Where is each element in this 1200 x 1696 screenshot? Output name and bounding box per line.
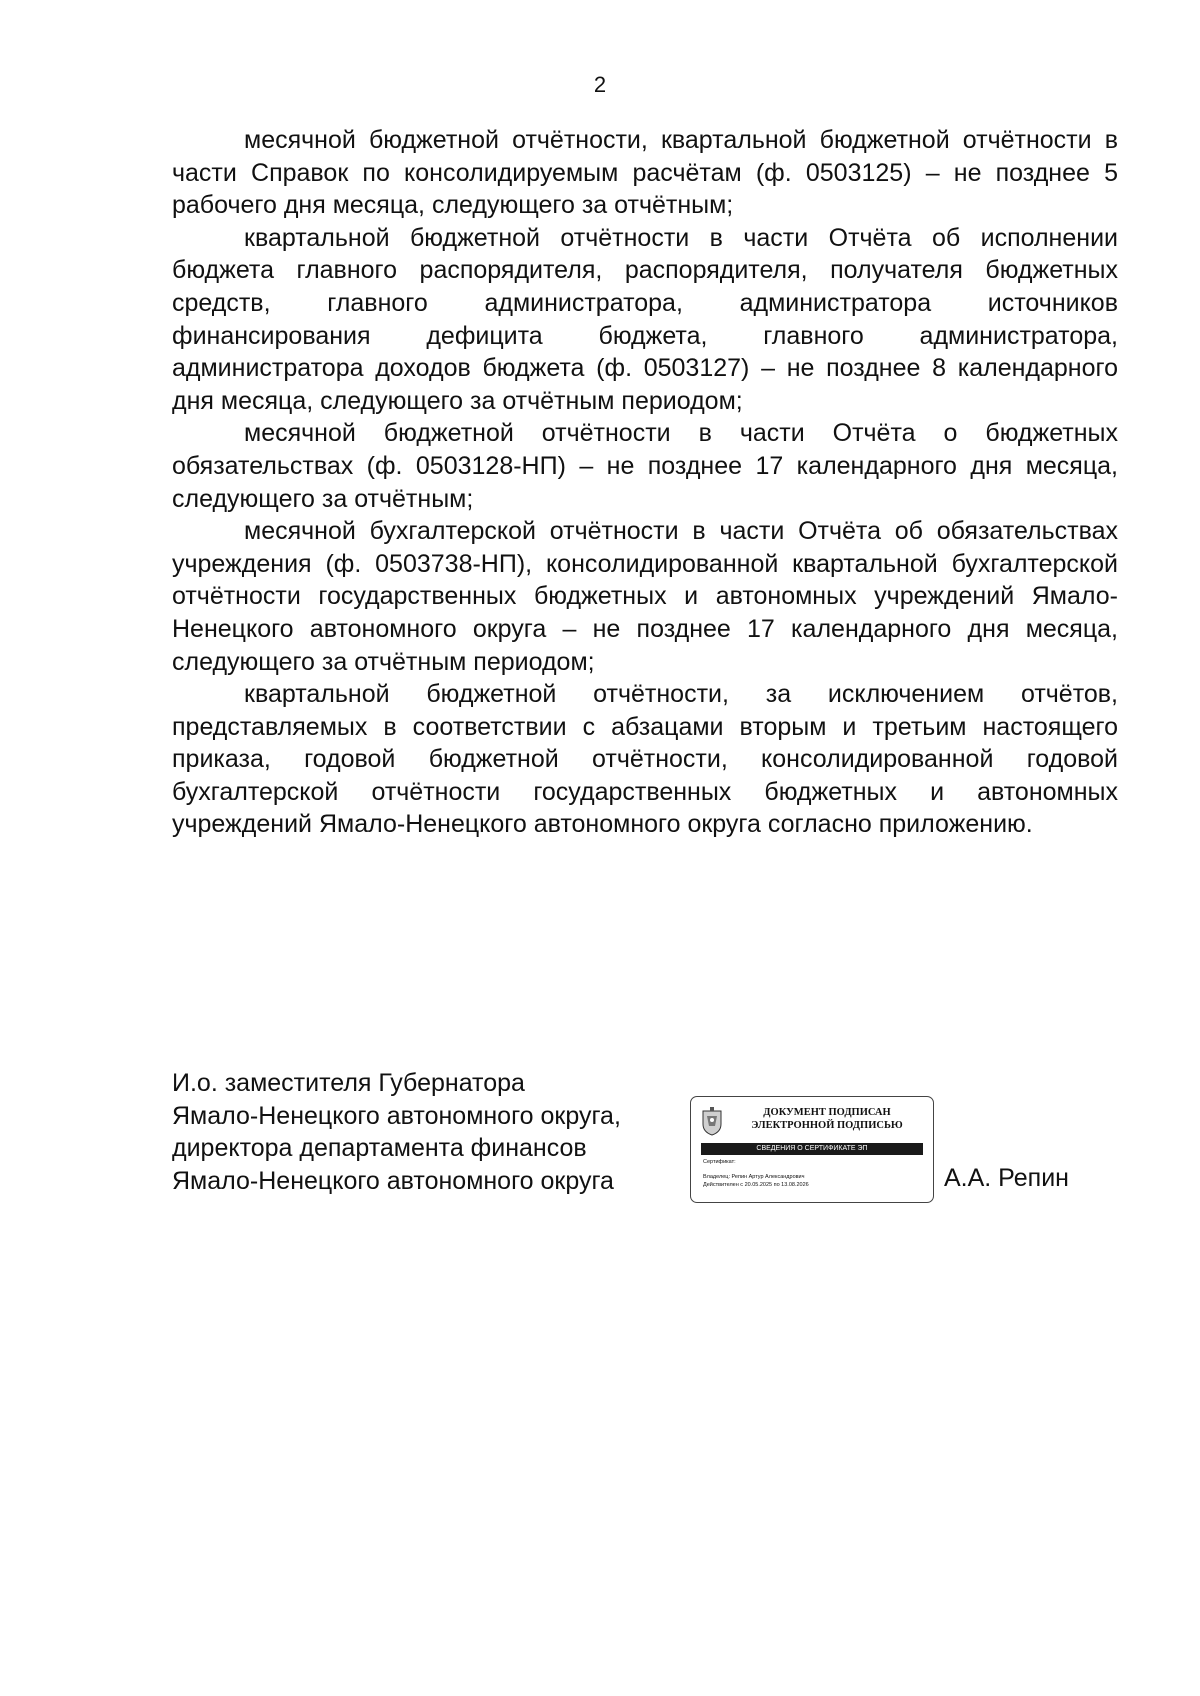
signer-title-line: Ямало-Ненецкого автономного округа, xyxy=(172,1101,621,1130)
stamp-owner: Владелец: Репин Артур Александрович xyxy=(703,1174,805,1180)
paragraph-annual-reporting: квартальной бюджетной отчётности, за исключением отчётов, представляемых в соответствии с абзацами вторым и третьим настоящего приказа, годовой бюджетной отчётности, консолидированной годовой бухгалтерской отчётности государственных бюджетных и автономных учреждений Ямало-Ненецкого автономного округа согласно приложению. xyxy=(172,680,1118,839)
signer-title-line: директора департамента финансов xyxy=(172,1134,587,1162)
paragraph-budget-obligations-report: месячной бюджетной отчётности в части Отчёта о бюджетных обязательствах (ф. 0503128-НП) – не позднее 17 календарного дня месяца, следующего за отчётным; xyxy=(172,419,1118,513)
electronic-signature-stamp xyxy=(690,1096,934,1203)
stamp-title-line: ЭЛЕКТРОННОЙ ПОДПИСЬЮ xyxy=(751,1119,903,1131)
stamp-certificate-header: СВЕДЕНИЯ О СЕРТИФИКАТЕ ЭП xyxy=(701,1143,923,1155)
signer-name: А.А. Репин xyxy=(944,1164,1069,1192)
paragraph-accounting-reporting: месячной бухгалтерской отчётности в части Отчёта об обязательствах учреждения (ф. 0503738-НП), консолидированной квартальной бухгалтерской отчётности государственных бюджетных и автономных учреждений Ямало-Ненецкого автономного округа – не позднее 17 календарного дня месяца, следующего за отчётным периодом; xyxy=(172,517,1118,676)
paragraph-monthly-quarterly-reporting: месячной бюджетной отчётности, квартальной бюджетной отчётности в части Справок по консолидируемым расчётам (ф. 0503125) – не позднее 5 рабочего дня месяца, следующего за отчётным; xyxy=(172,126,1118,220)
stamp-title xyxy=(729,1107,925,1132)
document-body xyxy=(172,124,1118,841)
stamp-validity: Действителен с 20.05.2025 по 13.08.2026 xyxy=(703,1182,809,1188)
page-number: 2 xyxy=(593,72,607,97)
signer-title-line: И.о. заместителя Губернатора xyxy=(172,1069,525,1097)
signature-block xyxy=(172,1067,621,1197)
coat-of-arms-icon xyxy=(701,1106,723,1136)
signer-title-line: Ямало-Ненецкого автономного округа xyxy=(172,1166,614,1195)
paragraph-budget-execution-report: квартальной бюджетной отчётности в части Отчёта об исполнении бюджета главного распорядителя, распорядителя, получателя бюджетных средств, главного администратора, администратора источников финансирования дефицита бюджета, главного администратора, администратора доходов бюджета (ф. 0503127) – не позднее 8 календарного дня месяца, следующего за отчётным периодом; xyxy=(172,223,1118,415)
stamp-certificate-label: Сертификат: xyxy=(703,1159,736,1165)
stamp-title-line: ДОКУМЕНТ ПОДПИСАН xyxy=(763,1107,891,1118)
